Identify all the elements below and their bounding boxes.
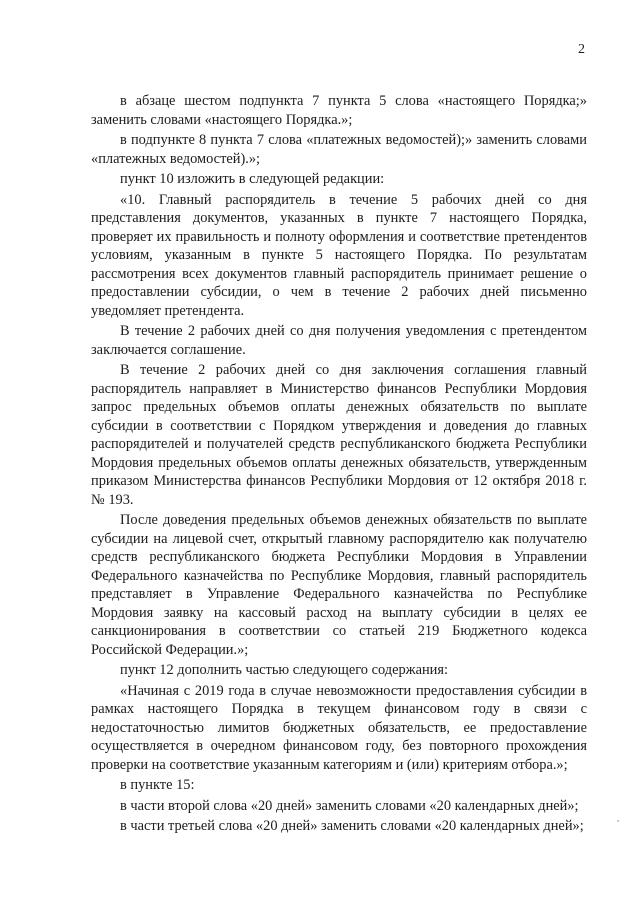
paragraph-11: в части второй слова «20 дней» заменить словами «20 календарных дней»; [120,797,579,814]
paragraph-6: В течение 2 рабочих дней со дня заключения соглашения главный распорядитель направляет в Министерство финансов Республики Мордовия запрос предельных объемов оплаты денежных обязательств по выплате субсидии в соответствии с Порядком утверждения и доведения до главных распорядителей и получателей средств республиканского бюджета Республики Мордовия предельных объемов оплаты денежных обязательств, утвержденным приказом Министерства финансов Республики Мордовия от 12 октября 2018 г. № 193. [91,362,587,508]
paragraph-1: в абзаце шестом подпункта 7 пункта 5 слова «настоящего Порядка;» заменить словами «настоящего Порядка.»; [91,93,587,128]
page-number: 2 [578,42,585,57]
paragraph-7: После доведения предельных объемов денежных обязательств по выплате субсидии на лицевой счет, открытый главному распорядителю как получателю средств республиканского бюджета Республики Мордовия в Управлении Федерального казначейства по Республике Мордовия, главный распорядитель представляет в Управление Федерального казначейства по Республике Мордовия заявку на кассовый расход на выплату субсидии в целях ее санкционирования в соответствии со статьей 219 Бюджетного кодекса Российской Федерации.»; [91,512,587,658]
paragraph-10: в пункте 15: [120,777,195,793]
paragraph-9: «Начиная с 2019 года в случае невозможности предоставления субсидии в рамках настоящего Порядка в текущем финансовом году в связи с недостаточностью лимитов бюджетных обязательств, ее предоставление осуществляется в очередном финансовом году, без повторного прохождения проверки на соответствие указанным категориям и (или) критериям отбора.»; [91,682,587,773]
paragraph-4: «10. Главный распорядитель в течение 5 рабочих дней со дня представления документов, указанных в пункте 7 настоящего Порядка, проверяет их правильность и полноту оформления и соответствие претендентов условиям, указанным в пункте 5 настоящего Порядка. По результатам рассмотрения всех документов главный распорядитель принимает решение о предоставлении субсидии, о чем в течение 2 рабочих дней письменно уведомляет претендента. [91,191,587,319]
paragraph-8: пункт 12 дополнить частью следующего содержания: [120,662,449,678]
document-body [91,92,587,836]
scan-speck [617,820,619,822]
paragraph-3: пункт 10 изложить в следующей редакции: [120,171,385,187]
paragraph-2: в подпункте 8 пункта 7 слова «платежных ведомостей);» заменить словами «платежных ведомостей).»; [91,132,587,167]
paragraph-5: В течение 2 рабочих дней со дня получения уведомления с претендентом заключается соглашение. [91,323,587,358]
paragraph-12: в части третьей слова «20 дней» заменить словами «20 календарных дней»; [120,818,584,834]
